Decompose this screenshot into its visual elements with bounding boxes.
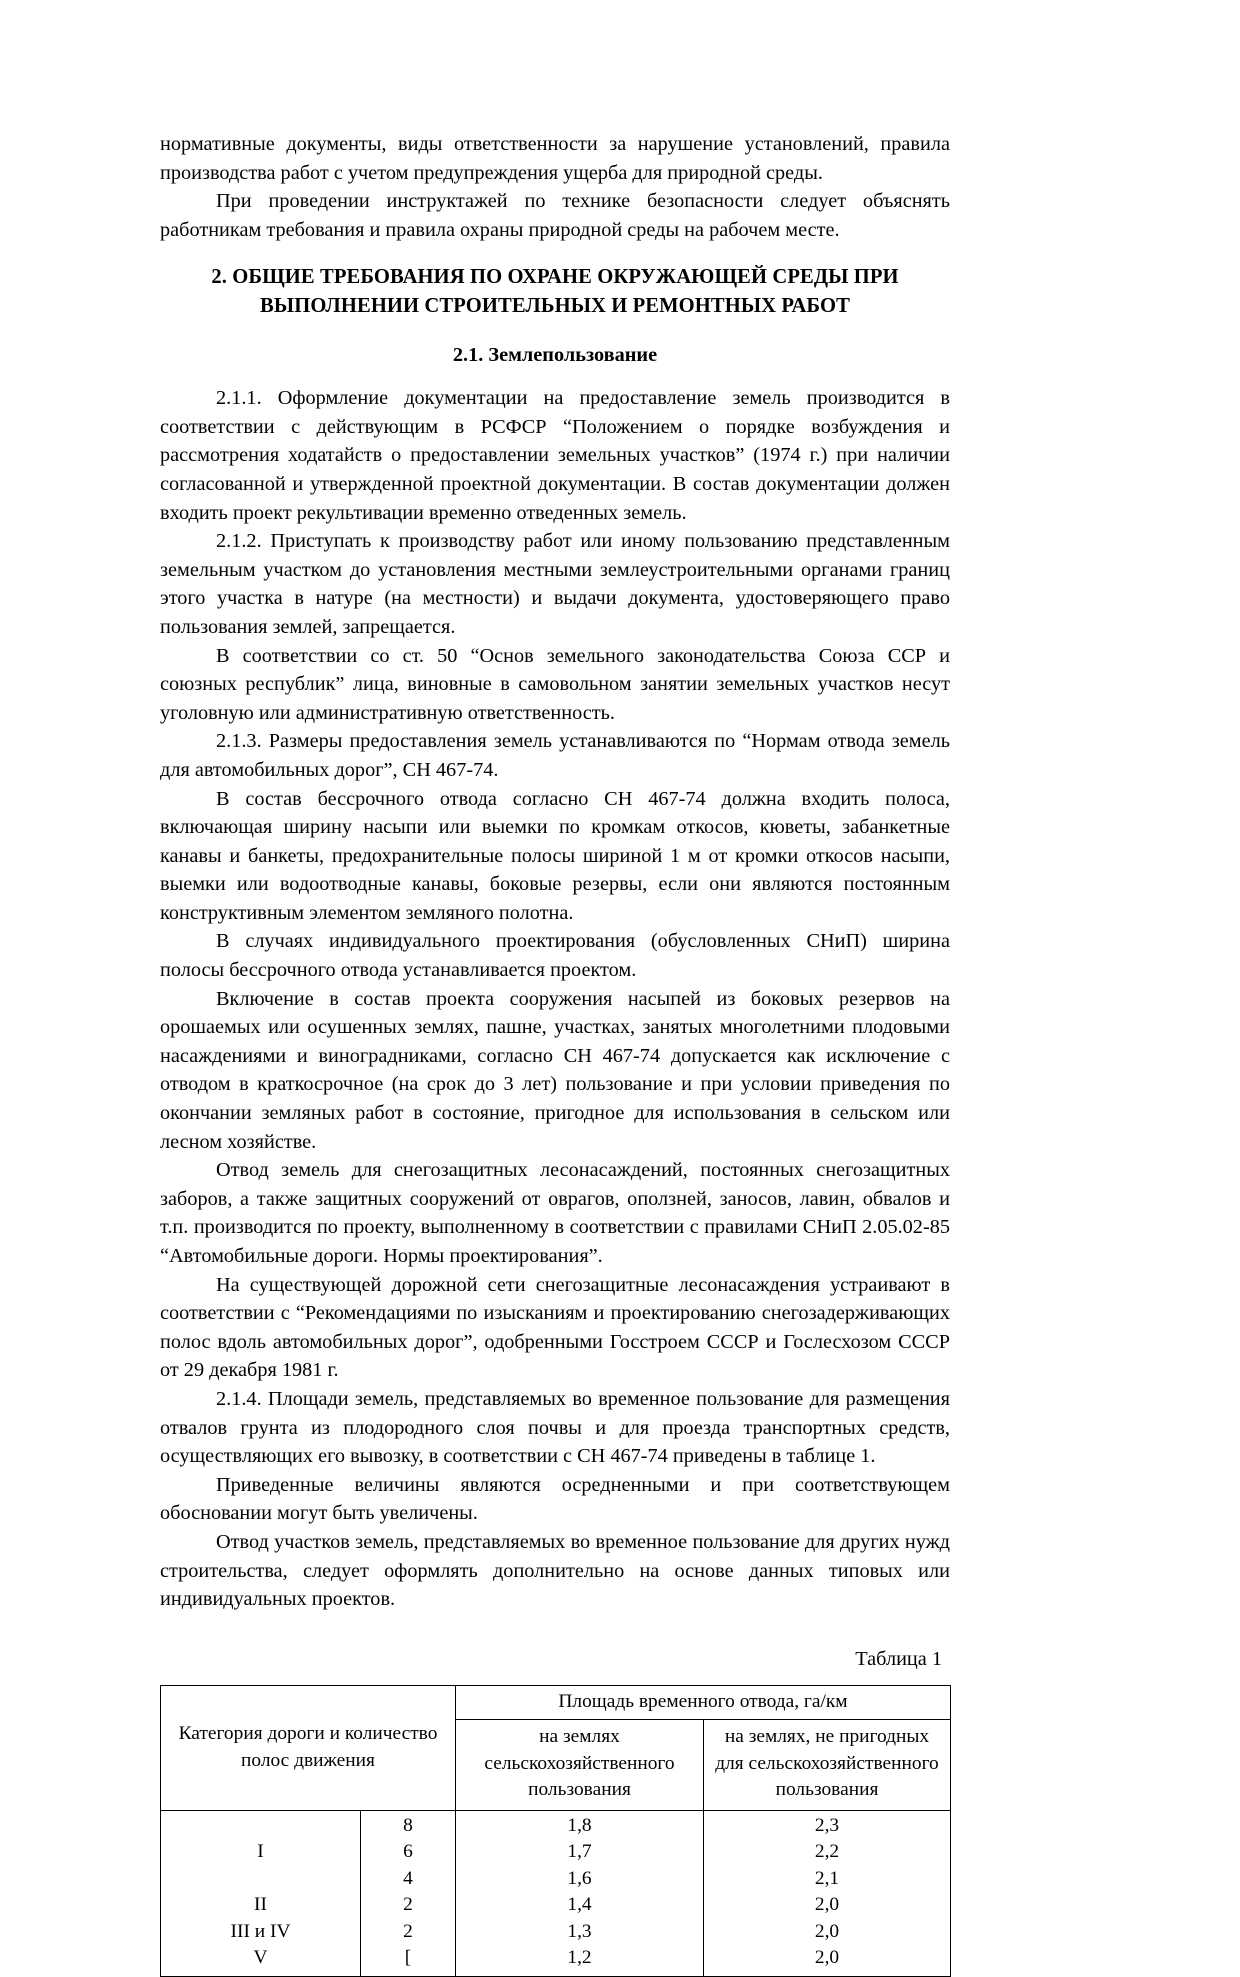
cell-agricultural: 1,3 bbox=[567, 1920, 592, 1942]
header-non-agricultural-land: на землях, не пригодных для сельскохозяйственного пользования bbox=[704, 1720, 951, 1811]
paragraph-intro-2: При проведении инструктажей по технике безопасности следует объяснять работникам требования и правила охраны природной среды на рабочем месте. bbox=[160, 190, 950, 241]
paragraph-other-needs: Отвод участков земель, представляемых во временное пользование для других нужд строительства, следует оформлять дополнительно на основе данных типовых или индивидуальных проектов. bbox=[160, 1530, 950, 1611]
cell-non-agricultural: 2,0 bbox=[814, 1920, 840, 1942]
cell-category-stack bbox=[161, 1810, 361, 1976]
cell-agricultural-stack bbox=[456, 1810, 704, 1976]
cell-agricultural: 1,4 bbox=[567, 1894, 592, 1916]
paragraph-2-1-1: 2.1.1. Оформление документации на предоставление земель производится в соответствии с действующим в РСФСР “Положением о порядке возбуждения и рассмотрения ходатайств о предоставлении земельных участков” (1974 г.) при наличии согласованной и утвержденной проектной документации. В состав документации должен входить проект рекультивации временно отведенных земель. bbox=[160, 387, 950, 524]
cell-non-agricultural: 2,0 bbox=[814, 1947, 840, 1969]
cell-agricultural: 1,2 bbox=[567, 1947, 592, 1969]
cell-category: V bbox=[253, 1947, 268, 1969]
cell-lanes: 8 bbox=[403, 1814, 413, 1836]
paragraph-existing-road-network: На существующей дорожной сети снегозащитные лесонасаждения устраивают в соответствии с “Рекомендациями по изысканиям и проектированию снегозадерживающих полос вдоль автомобильных дорог”, одобренными Госстроем СССР и Гослесхозом СССР от 29 декабря 1981 г. bbox=[160, 1273, 950, 1382]
cell-lanes: [ bbox=[404, 1947, 412, 1969]
cell-lanes: 2 bbox=[403, 1920, 413, 1942]
paragraph-embankment-reserves: Включение в состав проекта сооружения насыпей из боковых резервов на орошаемых или осушенных землях, пашне, участках, занятых многолетними плодовыми насаждениями и виноградниками, согласно СН 467-74 допускается как исключение с отводом в краткосрочное (на срок до 3 лет) пользование и при условии приведения по окончании земляных работ в состояние, пригодное для использования в сельском или лесном хозяйстве. bbox=[160, 987, 950, 1153]
cell-lanes: 6 bbox=[403, 1841, 413, 1863]
cell-category bbox=[167, 1813, 354, 1840]
paragraph-permanent-allotment: В состав бессрочного отвода согласно СН 467-74 должна входить полоса, включающая ширину насыпи или выемки по кромкам откосов, кюветы, забанкетные канавы и банкеты, предохранительные полосы шириной 1 м от кромки откосов насыпи, выемки или водоотводные канавы, боковые резервы, если они являются постоянным конструктивным элементом земляного полотна. bbox=[160, 787, 950, 924]
cell-category bbox=[167, 1866, 354, 1893]
cell-non-agricultural: 2,3 bbox=[814, 1814, 840, 1836]
table-caption: Таблица 1 bbox=[855, 1647, 942, 1670]
cell-agricultural: 1,8 bbox=[567, 1814, 592, 1836]
table-body bbox=[161, 1810, 951, 1976]
header-category-column: Категория дороги и количество полос движения bbox=[161, 1685, 456, 1810]
cell-category: II bbox=[254, 1894, 267, 1916]
paragraph-2-1-4: 2.1.4. Площади земель, представляемых во временное пользование для размещения отвалов грунта из плодородного слоя почвы и для проезда транспортных средств, осуществляющих его вывозку, в соответствии с СН 467-74 приведены в таблице 1. bbox=[160, 1387, 950, 1468]
cell-non-agricultural: 2,1 bbox=[814, 1867, 840, 1889]
cell-non-agricultural-stack bbox=[704, 1810, 951, 1976]
paragraph-averaged-values: Приведенные величины являются осредненными и при соответствующем обосновании могут быть увеличены. bbox=[160, 1473, 950, 1525]
paragraph-2-1-2: 2.1.2. Приступать к производству работ или иному пользованию представленным земельным участком до установления местными землеустроительными органами границ этого участка в натуре (на местности) и выдачи документа, удостоверяющего право пользования землей, запрещается. bbox=[160, 530, 950, 638]
cell-lanes: 2 bbox=[403, 1894, 413, 1916]
header-span-area: Площадь временного отвода, га/км bbox=[456, 1685, 951, 1720]
paragraph-law-article-50: В соответствии со ст. 50 “Основ земельного законодательства Союза ССР и союзных республик” лица, виновные в самовольном занятии земельных участков несут уголовную или административную ответственность. bbox=[160, 644, 950, 724]
table-header-row-span bbox=[161, 1685, 951, 1720]
cell-lanes: 4 bbox=[403, 1867, 413, 1889]
land-allotment-table bbox=[160, 1685, 951, 1977]
cell-non-agricultural: 2,2 bbox=[814, 1841, 840, 1863]
section-heading-main: 2. ОБЩИЕ ТРЕБОВАНИЯ ПО ОХРАНЕ ОКРУЖАЮЩЕЙ СРЕДЫ ПРИ ВЫПОЛНЕНИИ СТРОИТЕЛЬНЫХ И РЕМОНТНЫХ РАБОТ bbox=[211, 266, 899, 317]
paragraph-intro-1: нормативные документы, виды ответственности за нарушение установлений, правила производства работ с учетом предупреждения ущерба для природной среды. bbox=[160, 133, 950, 184]
cell-non-agricultural: 2,0 bbox=[814, 1894, 840, 1916]
table-row bbox=[161, 1810, 951, 1976]
cell-lanes-stack bbox=[361, 1810, 456, 1976]
header-agricultural-land: на землях сельскохозяйственного пользования bbox=[456, 1720, 704, 1811]
table-header bbox=[161, 1685, 951, 1810]
cell-agricultural: 1,6 bbox=[567, 1867, 592, 1889]
paragraph-individual-design: В случаях индивидуального проектирования (обусловленных СНиП) ширина полосы бессрочного отвода устанавливается проектом. bbox=[160, 930, 950, 982]
paragraph-snow-protection: Отвод земель для снегозащитных лесонасаждений, постоянных снегозащитных заборов, а также защитных сооружений от оврагов, оползней, заносов, лавин, обвалов и т.п. производится по проекту, выполненному в соответствии с правилами СНиП 2.05.02-85 “Автомобильные дороги. Нормы проектирования”. bbox=[160, 1159, 950, 1267]
paragraph-2-1-3: 2.1.3. Размеры предоставления земель устанавливаются по “Нормам отвода земель для автомобильных дорог”, СН 467-74. bbox=[160, 730, 950, 781]
cell-category: III и IV bbox=[230, 1920, 291, 1942]
cell-category: I bbox=[257, 1841, 264, 1863]
section-heading-sub: 2.1. Землепользование bbox=[452, 344, 658, 367]
document-content bbox=[160, 130, 950, 1977]
cell-agricultural: 1,7 bbox=[567, 1841, 592, 1863]
